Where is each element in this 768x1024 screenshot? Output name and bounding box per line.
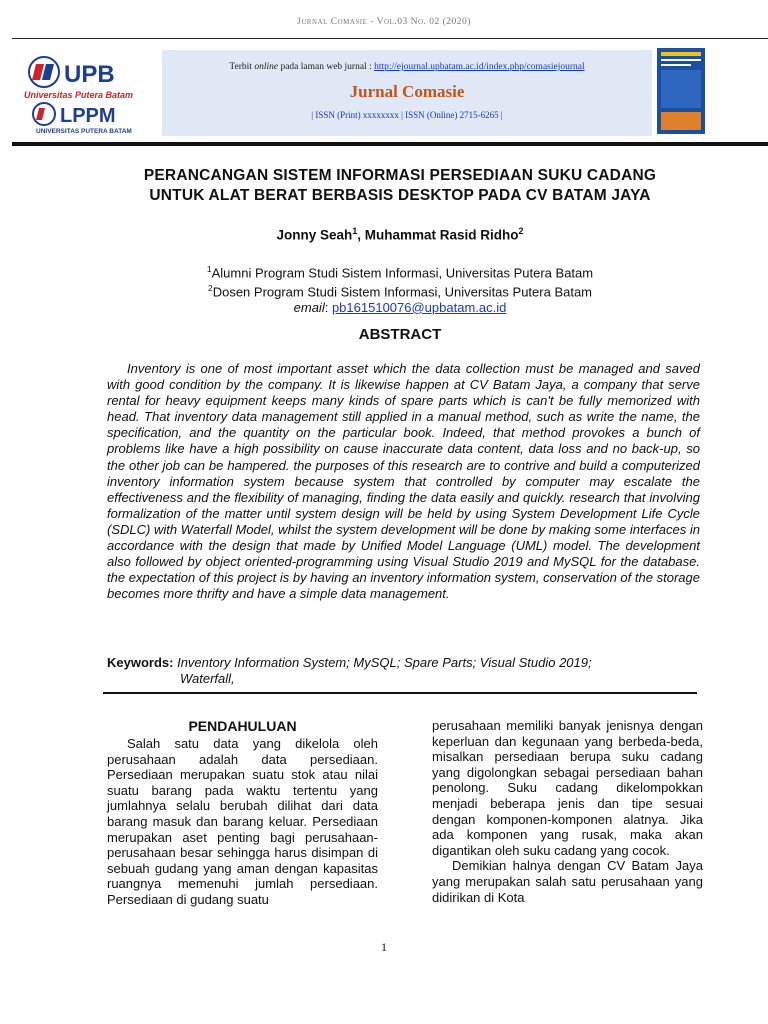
issn-line: | ISSN (Print) xxxxxxxx | ISSN (Online) 2715-6265 | xyxy=(311,110,503,120)
logo-bottom-text: UNIVERSITAS PUTERA BATAM xyxy=(36,128,132,135)
abstract-text: Inventory is one of most important asset which the data collection must be managed and saved with good condition by the company. It is likewise happen at CV Batam Jaya, a company that serve rental for heavy equipment keeps many kinds of spare parts which is can't be fully memorized with head. That inventory data management still applied in a manual method, such as write the name, the specification, and the quantity on the particular book. Indeed, that method provokes a bunch of problems like have a high possibility on cause inaccurate data content, data loss and no back-up, so the other job can be hampered. the purposes of this research are to contrive and build a computerized inventory information system because system that controlled by computer may escalate the effectiveness and the flexibility of managing, finding the data easily and quickly. research that involving formalization of the matter until system design will be held by using System Development Life Cycle (SDLC) with Waterfall Model, whilst the system development will be done by making some interfaces in accordance with the design that made by Unified Model Language (UML) model. The development also followed by object oriented-programming using Visual Studio 2019 and MySQL for the database. the expectation of this project is by having an inventory information system, conservation of the storage becomes more thrifty and have a simple data management. xyxy=(107,361,700,602)
email-line: email: pb161510076@upbatam.ac.id xyxy=(293,299,507,315)
top-rule xyxy=(12,38,768,39)
body-column-right xyxy=(432,718,703,905)
email-link[interactable]: pb161510076@upbatam.ac.id xyxy=(331,299,507,315)
affiliation-1: $^1$Alumni Program Studi Sistem Informasi, Universitas Putera Batam xyxy=(206,264,594,281)
body-column-left xyxy=(107,718,378,908)
abstract-heading: ABSTRACT xyxy=(358,326,442,343)
keywords: Keywords: Inventory Information System; MySQL; Spare Parts; Visual Studio 2019; Waterfall, xyxy=(107,655,592,686)
author-line: Jonny Seah$^1$, Muhammat Rasid Ridho$^2$ xyxy=(276,226,524,243)
affiliations xyxy=(80,262,720,315)
publish-line: Terbit online pada laman web jurnal : http://ejournal.upbatam.ac.id/index.php/comasiejournal xyxy=(229,62,585,72)
journal-cover-thumbnail xyxy=(657,48,705,134)
journal-header xyxy=(12,48,768,138)
paragraph: Salah satu data yang dikelola oleh perusahaan adalah data persediaan. Persediaan merupakan suatu stok atau nilai suatu barang pada waktu tertentu yang jumlahnya selalu berubah dilihat dari data barang masuk dan barang keluar. Persediaan merupakan aset penting bagi perusahaan-perusahaan besar sehingga harus disimpan di sebuah gudang yang aman dengan kapasitas ruangnya memenuhi jumlah persediaan. Persediaan di gudang suatu xyxy=(107,736,378,907)
affiliation-2: $^2$Dosen Program Studi Sistem Informasi, Universitas Putera Batam xyxy=(207,282,593,300)
header-rule xyxy=(12,142,768,146)
running-header: Jurnal Comasie - Vol.03 No. 02 (2020) xyxy=(297,17,471,27)
keywords-label: Keywords: xyxy=(107,655,174,670)
journal-url-link[interactable]: http://ejournal.upbatam.ac.id/index.php/comasiejournal xyxy=(374,62,585,72)
paragraph: perusahaan memiliki banyak jenisnya dengan keperluan dan kegunaan yang berbeda-beda, misalkan persediaan berupa suku cadang yang digolongkan sebagai persediaan bahan penolong. Suku cadang dikelompokkan menjadi beberapa jenis dan tipe sesuai dengan komponen-komponen alatnya. Jika ada komponen yang rusak, maka akan digantikan oleh suku cadang yang cocok. xyxy=(432,718,703,858)
page-number: 1 xyxy=(381,940,387,954)
paper-title: PERANCANGAN SISTEM INFORMASI PERSEDIAAN SUKU CADANG UNTUK ALAT BERAT BERBASIS DESKTOP PADA CV BATAM JAYA xyxy=(143,167,657,204)
journal-masthead xyxy=(162,50,652,136)
upb-lppm-logo xyxy=(22,52,152,136)
logo-lppm-text: LPPM xyxy=(60,105,116,127)
paragraph: Demikian halnya dengan CV Batam Jaya yang merupakan salah satu perusahaan yang didirikan di Kota xyxy=(432,858,703,905)
journal-title: Jurnal Comasie xyxy=(349,82,465,101)
logo-upb-text: UPB xyxy=(64,61,115,88)
logo-univ-text: Universitas Putera Batam xyxy=(24,90,134,100)
keywords-rule xyxy=(103,692,697,694)
section-heading: PENDAHULUAN xyxy=(188,718,297,734)
